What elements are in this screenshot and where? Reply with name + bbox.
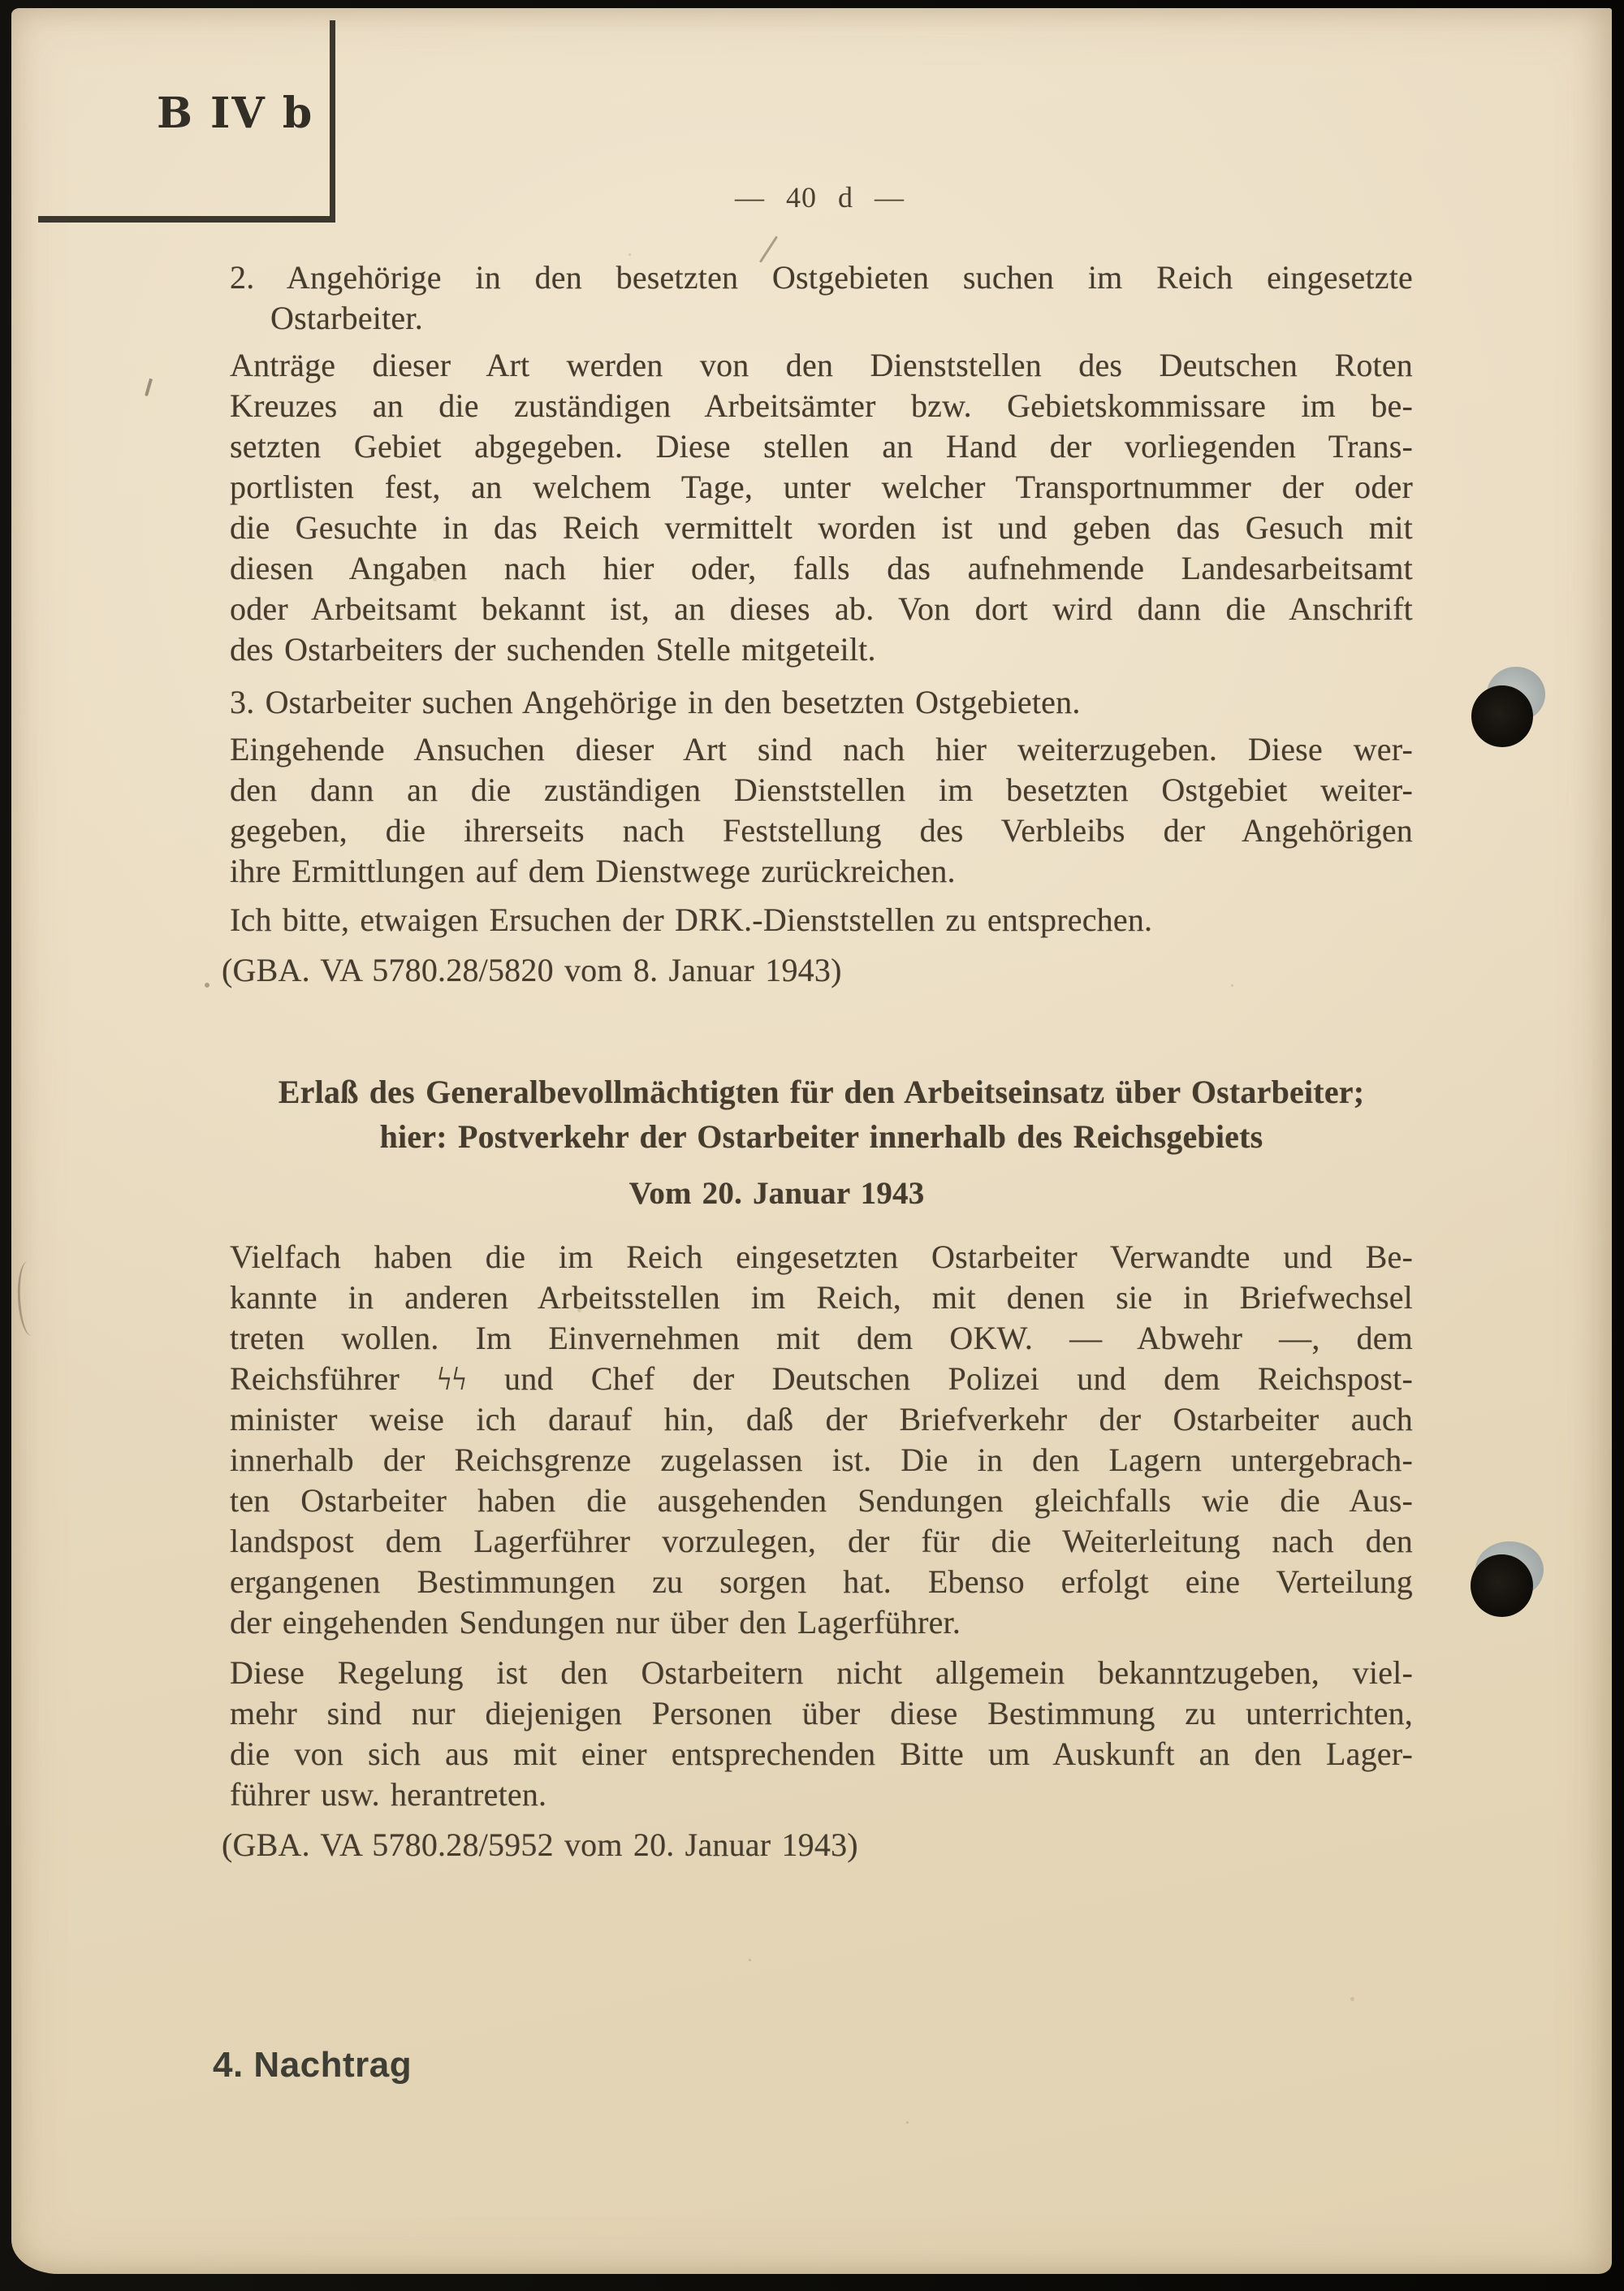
- text-line: Vielfach haben die im Reich eingesetzten Ostarbeiter Verwandte und Be-: [230, 1238, 1413, 1275]
- text-line: landspost dem Lagerführer vorzulegen, der für die Weiterleitung nach den: [230, 1523, 1413, 1559]
- text-line: Diese Regelung ist den Ostarbeitern nicht allgemein bekanntzugeben, viel-: [230, 1654, 1413, 1691]
- text-line: setzten Gebiet abgegeben. Diese stellen an Hand der vorliegenden Trans-: [230, 428, 1413, 465]
- text-line: ten Ostarbeiter haben die ausgehenden Sendungen gleichfalls wie die Aus-: [230, 1482, 1413, 1519]
- page-number: — 40 d —: [735, 181, 905, 214]
- text-line: ihre Ermittlungen auf dem Dienstwege zurückreichen.: [230, 853, 956, 889]
- text-line: mehr sind nur diejenigen Personen über diese Bestimmung zu unterrichten,: [230, 1695, 1413, 1731]
- decree-heading-line1: Erlaß des Generalbevollmächtigten für den Arbeitseinsatz über Ostarbeiter;: [278, 1074, 1365, 1110]
- text-line: gegeben, die ihrerseits nach Feststellung des Verbleibs der Angehörigen: [230, 812, 1413, 849]
- text-line: 2. Angehörige in den besetzten Ostgebieten suchen im Reich eingesetzte: [230, 259, 1413, 296]
- paragraph-eingehende: [230, 729, 1413, 892]
- paragraph-vielfach: [230, 1237, 1413, 1643]
- text-line: kannte in anderen Arbeitsstellen im Reich, mit denen sie in Briefwechsel: [230, 1279, 1413, 1316]
- text-line: innerhalb der Reichsgrenze zugelassen ist. Die in den Lagern untergebrach-: [230, 1442, 1413, 1478]
- text-line: des Ostarbeiters der suchenden Stelle mitgeteilt.: [230, 631, 876, 668]
- text-line: die von sich aus mit einer entsprechenden Bitte um Auskunft an den Lager-: [230, 1736, 1413, 1772]
- paragraph-diese-regelung: [230, 1653, 1413, 1815]
- text-line: Ich bitte, etwaigen Ersuchen der DRK.-Dienststellen zu entsprechen.: [230, 901, 1153, 938]
- text-line: (GBA. VA 5780.28/5952 vom 20. Januar 1943): [222, 1826, 858, 1863]
- text-line: oder Arbeitsamt bekannt ist, an dieses ab. Von dort wird dann die Anschrift: [230, 590, 1413, 627]
- paper-speckles: [11, 8, 14, 11]
- text-line: führer usw. herantreten.: [230, 1776, 547, 1813]
- text-line: treten wollen. Im Einvernehmen mit dem OKW. — Abwehr —, dem: [230, 1320, 1413, 1356]
- text-line: 3. Ostarbeiter suchen Angehörige in den besetzten Ostgebieten.: [230, 684, 1081, 720]
- text-line: Anträge dieser Art werden von den Dienststellen des Deutschen Roten: [230, 347, 1413, 383]
- list-item-3: [230, 682, 1413, 723]
- pencil-comma-mark: [145, 378, 153, 396]
- reference-citation-2: [222, 1825, 1413, 1865]
- paper-sheet: [11, 8, 1612, 2274]
- reference-citation-1: [222, 950, 1413, 991]
- classification-label: B IV b: [157, 89, 314, 138]
- punch-hole-bottom: [1471, 1554, 1533, 1617]
- text-line: minister weise ich darauf hin, daß der Briefverkehr der Ostarbeiter auch: [230, 1401, 1413, 1437]
- text-line: Ostarbeiter.: [270, 300, 423, 336]
- text-line: den dann an die zuständigen Dienststellen im besetzten Ostgebiet weiter-: [230, 772, 1413, 808]
- pencil-paren-mark: [16, 1260, 44, 1336]
- text-line: ergangenen Bestimmungen zu sorgen hat. Ebenso erfolgt eine Verteilung: [230, 1563, 1413, 1600]
- paragraph-antraege: [230, 345, 1413, 670]
- closing-sentence: [230, 900, 1413, 940]
- text-line: portlisten fest, an welchem Tage, unter welcher Transportnummer der oder: [230, 469, 1413, 505]
- list-item-2: [230, 257, 1413, 339]
- text-line: (GBA. VA 5780.28/5820 vom 8. Januar 1943): [222, 952, 842, 988]
- decree-date-line: Vom 20. Januar 1943: [628, 1176, 925, 1211]
- text-line: diesen Angaben nach hier oder, falls das aufnehmende Landesarbeitsamt: [230, 550, 1413, 586]
- pencil-dot-mark: [205, 983, 209, 988]
- punch-hole-top: [1471, 685, 1533, 747]
- text-line: Reichsführer ϟϟ und Chef der Deutschen Polizei und dem Reichspost-: [230, 1360, 1413, 1397]
- text-line: die Gesuchte in das Reich vermittelt worden ist und geben das Gesuch mit: [230, 509, 1413, 546]
- text-line: Eingehende Ansuchen dieser Art sind nach hier weiterzugeben. Diese wer-: [230, 731, 1413, 767]
- decree-heading-line2: hier: Postverkehr der Ostarbeiter innerhalb des Reichsgebiets: [379, 1118, 1263, 1155]
- supplement-footer-label: 4. Nachtrag: [213, 2045, 412, 2085]
- text-line: Kreuzes an die zuständigen Arbeitsämter bzw. Gebietskommissare im be-: [230, 387, 1413, 424]
- text-line: der eingehenden Sendungen nur über den Lagerführer.: [230, 1604, 961, 1640]
